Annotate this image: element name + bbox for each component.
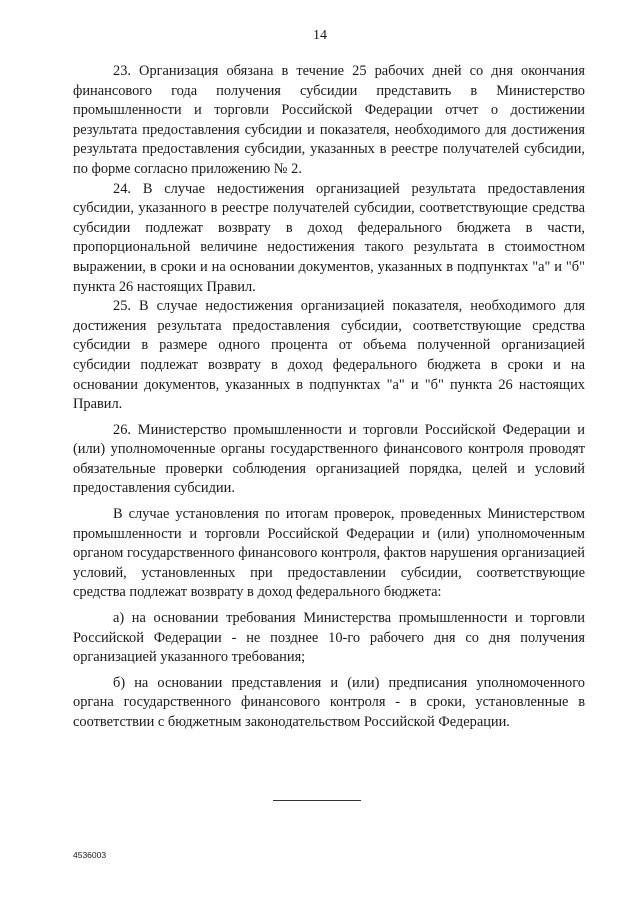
paragraph-24: 24. В случае недостижения организацией результата предоставления субсидии, указанного в реестре получателей субсидии, соответствующие средства субсидии подлежат возврату в доход федерального бюджета в части, пропорциональной величине недостижения такого результата в стоимостном выражении, в сроки и на основании документов, указанных в подпунктах "а" и "б" пункта 26 настоящих Правил. bbox=[73, 180, 585, 295]
subparagraph-b: б) на основании представления и (или) предписания уполномоченного органа государственного финансового контроля - в сроки, установленные в соответствии с бюджетным законодательством Российской Федерации. bbox=[73, 674, 585, 730]
paragraph-26-violation: В случае установления по итогам проверок, проведенных Министерством промышленности и торговли Российской Федерации и (или) уполномоченным органом государственного финансового контроля, фактов нарушения организацией условий, установленных при предоставлении субсидии, соответствующие средства подлежат возврату в доход федерального бюджета: bbox=[73, 506, 585, 601]
end-separator-line bbox=[273, 800, 361, 801]
subparagraph-a: а) на основании требования Министерства промышленности и торговли Российской Федерации - не позднее 10-го рабочего дня со дня получения организацией указанного требования; bbox=[73, 610, 585, 666]
paragraph-25: 25. В случае недостижения организацией показателя, необходимого для достижения результата предоставления субсидии, соответствующие средства субсидии в размере одного процента от объема полученной организацией субсидии подлежат возврату в доход федерального бюджета в сроки и на основании документов, указанных в подпунктах "а" и "б" пункта 26 настоящих Правил. bbox=[73, 298, 585, 413]
document-body bbox=[73, 62, 585, 733]
paragraph-23: 23. Организация обязана в течение 25 рабочих дней со дня окончания финансового года получения субсидии представить в Министерство промышленности и торговли Российской Федерации отчет о достижении результата предоставления субсидии и показателя, необходимого для достижения результата предоставления субсидии, указанных в реестре получателей субсидии, по форме согласно приложению № 2. bbox=[73, 63, 585, 177]
page-number: 14 bbox=[313, 28, 327, 43]
paragraph-26: 26. Министерство промышленности и торговли Российской Федерации и (или) уполномоченные органы государственного финансового контроля проводят обязательные проверки соблюдения организацией порядка, целей и условий предоставления субсидии. bbox=[73, 421, 585, 497]
document-code: 4536003 bbox=[73, 850, 107, 860]
